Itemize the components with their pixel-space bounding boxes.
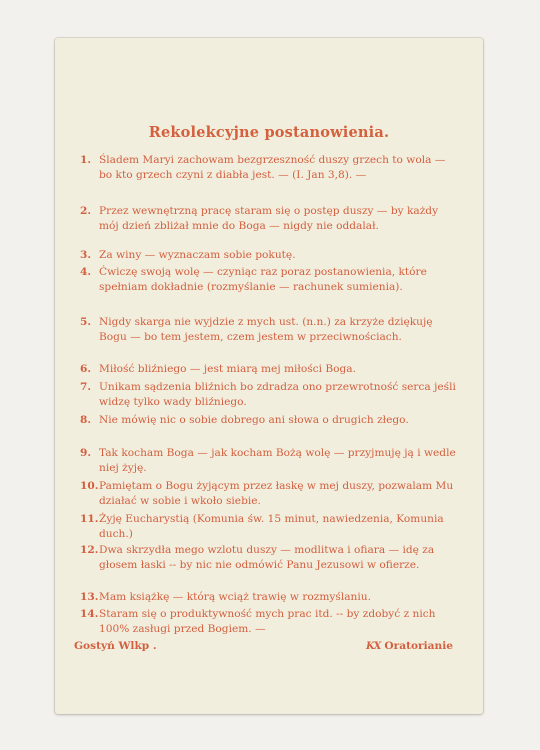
publisher-name: Oratorianie [384, 640, 453, 652]
publisher-logo-icon: KX [365, 640, 381, 652]
item-text: Nie mówię nic o sobie dobrego ani słowa o drugich złego. [99, 414, 409, 426]
item-number: 14. [80, 608, 99, 620]
item-number: 9. [80, 447, 92, 459]
item-text: Nigdy skarga nie wyjdzie z mych ust. (n.n.) za krzyże dziękuję Bogu — bo tem jestem, czem jestem w przeciwnościach. [99, 316, 433, 343]
item-text: Przez wewnętrzną pracę staram się o postęp duszy — by każdy mój dzień zbliżał mnie do Boga — nigdy nie oddalał. [99, 205, 439, 232]
item-text: Żyję Eucharystią (Komunia św. 15 minut, nawiedzenia, Komunia duch.) [99, 513, 444, 540]
resolution-item-14 [80, 607, 458, 637]
item-number: 4. [80, 266, 92, 278]
resolution-item-1 [80, 153, 458, 183]
item-number: 1. [80, 154, 92, 166]
resolution-item-3 [80, 248, 458, 263]
item-number: 6. [80, 363, 92, 375]
resolution-item-12 [80, 543, 458, 573]
item-text: Ćwiczę swoją wolę — czyniąc raz poraz postanowienia, które spełniam dokładnie (rozmyślanie — rachunek sumienia). [99, 266, 427, 293]
item-text: Pamiętam o Bogu żyjącym przez łaskę w mej duszy, pozwalam Mu działać w sobie i wkoło siebie. [99, 480, 454, 507]
item-number: 7. [80, 381, 92, 393]
resolution-item-2 [80, 204, 458, 234]
resolution-item-11 [80, 512, 458, 542]
item-text: Tak kocham Boga — jak kocham Bożą wolę — przyjmuję ją i wedle niej żyję. [99, 447, 456, 474]
resolution-item-9 [80, 446, 458, 476]
devotional-card [55, 38, 483, 714]
item-text: Miłość bliźniego — jest miarą mej miłości Boga. [99, 363, 356, 375]
item-number: 11. [80, 513, 99, 525]
resolution-item-10 [80, 479, 458, 509]
item-text: Dwa skrzydła mego wzlotu duszy — modlitwa i ofiara — idę za głosem łaski -- by nic nie odmówić Panu Jezusowi w ofierze. [99, 544, 435, 571]
item-text: Za winy — wyznaczam sobie pokutę. [99, 249, 296, 261]
resolution-item-8 [80, 413, 458, 428]
resolution-item-13 [80, 590, 458, 605]
card-title: Rekolekcyjne postanowienia. [148, 124, 390, 141]
item-number: 8. [80, 414, 92, 426]
publisher-signature [366, 640, 453, 652]
item-number: 5. [80, 316, 92, 328]
item-number: 10. [80, 480, 99, 492]
item-number: 12. [80, 544, 99, 556]
item-text: Mam książkę — którą wciąż trawię w rozmyślaniu. [99, 591, 371, 603]
resolution-item-7 [80, 380, 458, 410]
publication-place: Gostyń Wlkp . [74, 640, 157, 652]
item-text: Staram się o produktywność mych prac itd. -- by zdobyć z nich 100% zasługi przed Bogiem. — [99, 608, 436, 635]
item-text: Śladem Maryi zachowam bezgrzeszność duszy grzech to wola — bo kto grzech czyni z diabła jest. — (I. Jan 3,8). — [99, 154, 446, 181]
resolution-item-6 [80, 362, 458, 377]
item-number: 3. [80, 249, 92, 261]
item-number: 2. [80, 205, 92, 217]
item-text: Unikam sądzenia bliźnich bo zdradza ono przewrotność serca jeśli widzę tylko wady bliźniego. [99, 381, 456, 408]
resolution-item-4 [80, 265, 458, 295]
item-number: 13. [80, 591, 99, 603]
resolution-item-5 [80, 315, 458, 345]
